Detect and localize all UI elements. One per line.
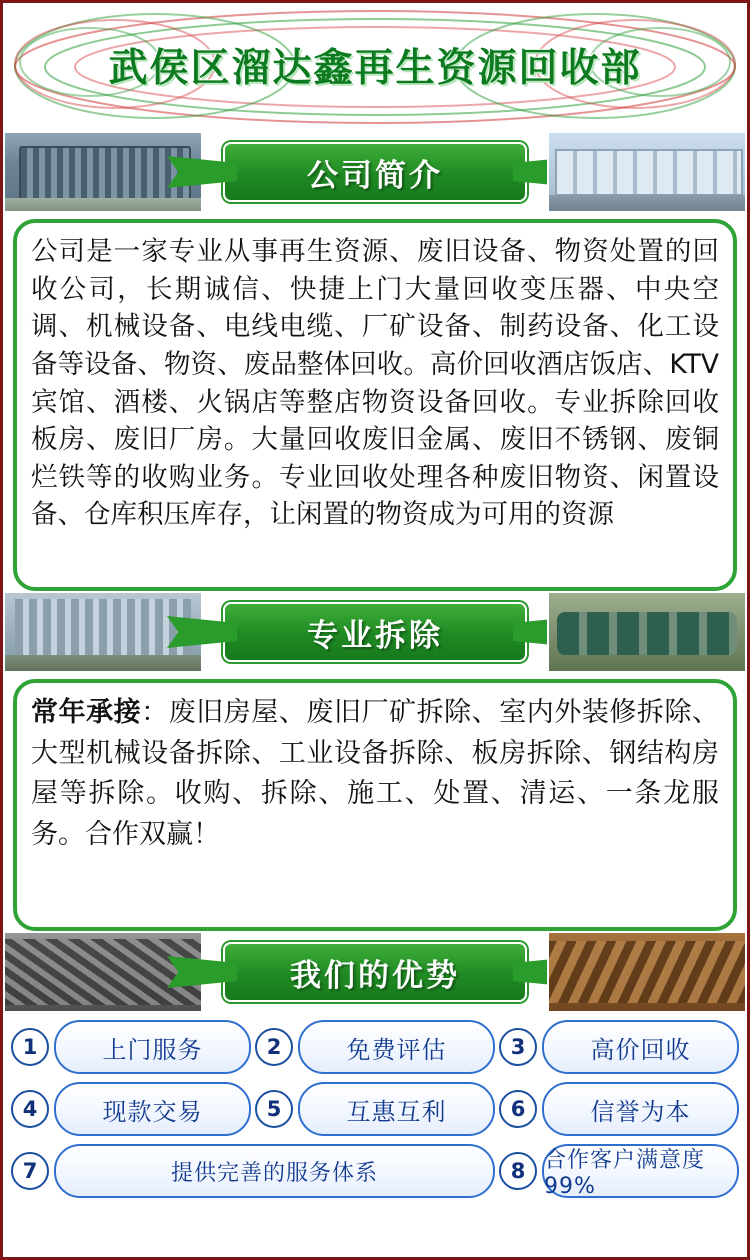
advantage-item-5[interactable] — [255, 1081, 495, 1137]
transformer-photo — [3, 131, 203, 213]
section-heading-demolition-label: 专业拆除 — [307, 617, 443, 654]
advantage-label-3: 高价回收 — [542, 1020, 739, 1074]
section-heading-advantages — [223, 942, 527, 1002]
section-heading-advantages-label: 我们的优势 — [290, 957, 460, 994]
demolition-banner-band — [3, 591, 747, 673]
advantages-banner-middle — [203, 931, 547, 1013]
poster-header — [3, 3, 747, 131]
advantage-number-6: 6 — [499, 1090, 537, 1128]
scrap-steel-photo — [547, 931, 747, 1013]
air-conditioner-photo — [547, 131, 747, 213]
intro-text-box — [13, 219, 737, 591]
intro-paragraph: 公司是一家专业从事再生资源、废旧设备、物资处置的回收公司，长期诚信、快捷上门大量回收变压器、中央空调、机械设备、电线电缆、厂矿设备、制药设备、化工设备等设备、物资、废品整体回收。高价回收酒店饭店、KTV宾馆、酒楼、火锅店等整店物资设备回收。专业拆除回收板房、废旧厂房。大量回收废旧金属、废旧不锈钢、废铜烂铁等的收购业务。专业回收处理各种废旧物资、闲置设备、仓库积压库存，让闲置的物资成为可用的资源 — [31, 236, 719, 531]
advantage-number-7: 7 — [11, 1152, 49, 1190]
advantage-label-6: 信誉为本 — [542, 1082, 739, 1136]
advantage-item-4[interactable] — [11, 1081, 251, 1137]
advantage-label-5: 互惠互利 — [298, 1082, 495, 1136]
advantage-item-6[interactable] — [499, 1081, 739, 1137]
advantage-item-3[interactable] — [499, 1019, 739, 1075]
advantage-number-1: 1 — [11, 1028, 49, 1066]
advantage-item-2[interactable] — [255, 1019, 495, 1075]
advantage-number-2: 2 — [255, 1028, 293, 1066]
advantage-number-3: 3 — [499, 1028, 537, 1066]
chemical-plant-photo — [3, 591, 203, 673]
advantage-label-1: 上门服务 — [54, 1020, 251, 1074]
intro-banner-band — [3, 131, 747, 213]
advantage-item-7[interactable] — [11, 1143, 495, 1199]
advantage-number-8: 8 — [499, 1152, 537, 1190]
advantage-label-8: 合作客户满意度99% — [542, 1144, 739, 1198]
advantage-item-1[interactable] — [11, 1019, 251, 1075]
demolition-paragraph — [31, 693, 719, 855]
page-title: 武侯区溜达鑫再生资源回收部 — [108, 46, 642, 91]
advantage-label-7: 提供完善的服务体系 — [54, 1144, 495, 1198]
reaction-tanks-photo — [547, 591, 747, 673]
advantages-banner-band — [3, 931, 747, 1013]
demolition-banner-middle — [203, 591, 547, 673]
advantage-number-5: 5 — [255, 1090, 293, 1128]
advantage-label-2: 免费评估 — [298, 1020, 495, 1074]
scrap-cable-photo — [3, 931, 203, 1013]
section-heading-intro-label: 公司简介 — [307, 157, 443, 194]
advantage-item-8[interactable] — [499, 1143, 739, 1199]
section-heading-intro — [223, 142, 527, 202]
advantage-label-4: 现款交易 — [54, 1082, 251, 1136]
advantages-grid — [11, 1019, 739, 1199]
demolition-text-box — [13, 679, 737, 931]
advantage-number-4: 4 — [11, 1090, 49, 1128]
demolition-body-text: ：废旧房屋、废旧厂矿拆除、室内外装修拆除、大型机械设备拆除、工业设备拆除、板房拆除、钢结构房屋等拆除。收购、拆除、施工、处置、清运、一条龙服务。合作双赢！ — [31, 697, 720, 850]
intro-banner-middle — [203, 131, 547, 213]
section-heading-demolition — [223, 602, 527, 662]
demolition-lead-label: 常年承接 — [31, 697, 142, 728]
